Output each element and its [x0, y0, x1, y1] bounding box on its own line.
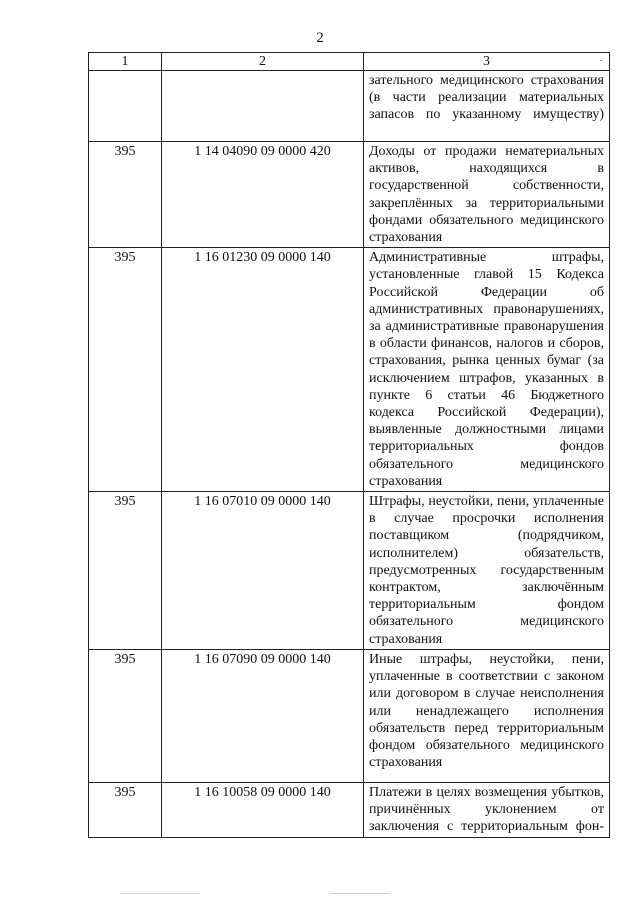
- description-cell: зательного медицинского страхования (в части реализации материальных запасов по указанному имуществу): [364, 71, 610, 142]
- column-header-2: 2: [162, 53, 364, 71]
- budget-code-cell: 1 14 04090 09 0000 420: [162, 142, 364, 248]
- budget-code-cell: 1 16 10058 09 0000 140: [162, 782, 364, 837]
- column-header-3: 3: [364, 53, 610, 71]
- description-cell: Штрафы, неустойки, пени, уплаченные в случае просрочки исполнения поставщиком (подрядчиком, исполнителем) обязательств, предусмотренных государственным контрактом, заключённым территориальным фондом обязательного медицинского страхования: [364, 492, 610, 650]
- table-row: [89, 142, 610, 248]
- description-cell: Платежи в целях возмещения убытков, причинённых уклонением от заключения с территориальным фон-: [364, 782, 610, 837]
- admin-code-cell: 395: [89, 492, 162, 650]
- scan-artifact: [120, 893, 200, 894]
- budget-code-cell: [162, 71, 364, 142]
- budget-codes-table: [88, 52, 610, 838]
- budget-code-cell: 1 16 01230 09 0000 140: [162, 248, 364, 492]
- table-row: [89, 492, 610, 650]
- description-cell: Доходы от продажи нематериальных активов, находящихся в государственной собственности, закреплённых за территориальными фондами обязательного медицинского страхования: [364, 142, 610, 248]
- table-row: [89, 71, 610, 142]
- table-header-row: [89, 53, 610, 71]
- description-cell: Административные штрафы, установленные главой 15 Кодекса Российской Федерации об административных правонарушениях, за административные правонарушения в области финансов, налогов и сборов, страхования, рынка ценных бумаг (за исключением штрафов, указанных в пункте 6 статьи 46 Бюджетного кодекса Российской Федерации), выявленные должностными лицами территориальных фондов обязательного медицинского страхования: [364, 248, 610, 492]
- scan-artifact: [600, 60, 602, 61]
- description-cell: Иные штрафы, неустойки, пени, уплаченные в соответствии с законом или договором в случае неисполнения или ненадлежащего исполнения обязательств перед территориальным фондом обязательного медицинского страхования: [364, 649, 610, 782]
- page-number: 2: [316, 30, 324, 46]
- admin-code-cell: 395: [89, 142, 162, 248]
- table-row: [89, 649, 610, 782]
- budget-code-cell: 1 16 07090 09 0000 140: [162, 649, 364, 782]
- budget-code-cell: 1 16 07010 09 0000 140: [162, 492, 364, 650]
- admin-code-cell: 395: [89, 248, 162, 492]
- table-row: [89, 248, 610, 492]
- scan-artifact: [330, 893, 390, 894]
- admin-code-cell: 395: [89, 649, 162, 782]
- column-header-1: 1: [89, 53, 162, 71]
- admin-code-cell: 395: [89, 782, 162, 837]
- table-row: [89, 782, 610, 837]
- admin-code-cell: [89, 71, 162, 142]
